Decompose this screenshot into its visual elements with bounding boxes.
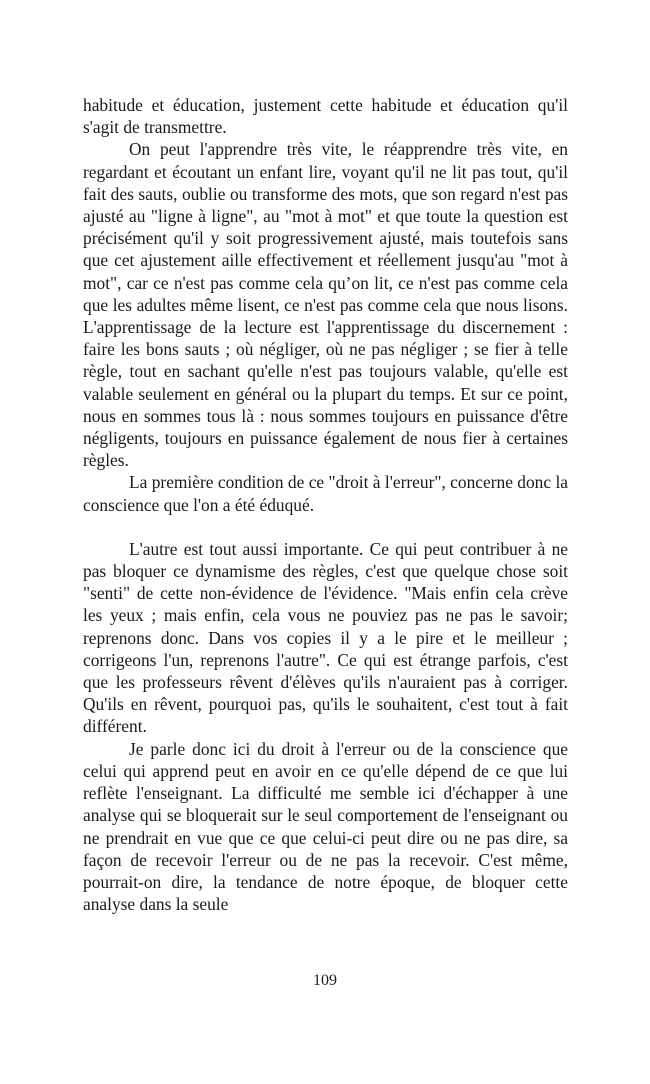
paragraph-1: habitude et éducation, justement cette habitude et éducation qu'il s'agit de transmettre.	[83, 95, 568, 138]
paragraph-3: La première condition de ce "droit à l'erreur", concerne donc la conscience que l'on a été éduqué.	[83, 472, 568, 515]
paragraph-gap	[83, 516, 568, 538]
paragraph-2: On peut l'apprendre très vite, le réapprendre très vite, en regardant et écoutant un enfant lire, voyant qu'il ne lit pas tout, qu'il fait des sauts, oublie ou transforme des mots, que son regard n'est pas ajusté au "ligne à ligne", au "mot à mot" et que toute la question est précisément qu'il y soit progressivement ajusté, mais toutefois sans que cet ajustement aille effectivement et réellement jusqu'au "mot à mot", car ce n'est pas comme cela qu’on lit, ce n'est pas comme cela que les adultes même lisent, ce n'est pas comme cela que nous lisons. L'apprentissage de la lecture est l'apprentissage du discernement : faire les bons sauts ; où négliger, où ne pas négliger ; se fier à telle règle, tout en sachant qu'elle n'est pas toujours valable, qu'elle est valable seulement en général ou la plupart du temps. Et sur ce point, nous en sommes tous là : nous sommes toujours en puissance d'être négligents, toujours en puissance également de nous fier à certaines règles.	[83, 139, 568, 471]
paragraph-4: L'autre est tout aussi importante. Ce qui peut contribuer à ne pas bloquer ce dynamisme des règles, c'est que quelque chose soit "senti" de cette non-évidence de l'évidence. "Mais enfin cela crève les yeux ; mais enfin, cela vous ne pouviez pas ne pas le savoir; reprenons donc. Dans vos copies il y a le pire et le meilleur ; corrigeons l'un, reprenons l'autre". Ce qui est étrange parfois, c'est que les professeurs rêvent d'élèves qu'ils n'auraient pas à corriger. Qu'ils en rêvent, pourquoi pas, qu'ils le souhaitent, c'est tout à fait différent.	[83, 538, 568, 737]
page-number: 109	[313, 972, 337, 989]
paragraph-5: Je parle donc ici du droit à l'erreur ou de la conscience que celui qui apprend peut en avoir en ce qu'elle dépend de ce que lui reflète l'enseignant. La difficulté me semble ici d'échapper à une analyse qui se bloquerait sur le seul comportement de l'enseignant ou ne prendrait en vue que ce que celui-ci peut dire ou ne pas dire, sa façon de recevoir l'erreur ou de ne pas la recevoir. C'est même, pourrait-on dire, la tendance de notre époque, de bloquer cette analyse dans la seule	[83, 738, 568, 915]
page-body	[83, 94, 568, 915]
